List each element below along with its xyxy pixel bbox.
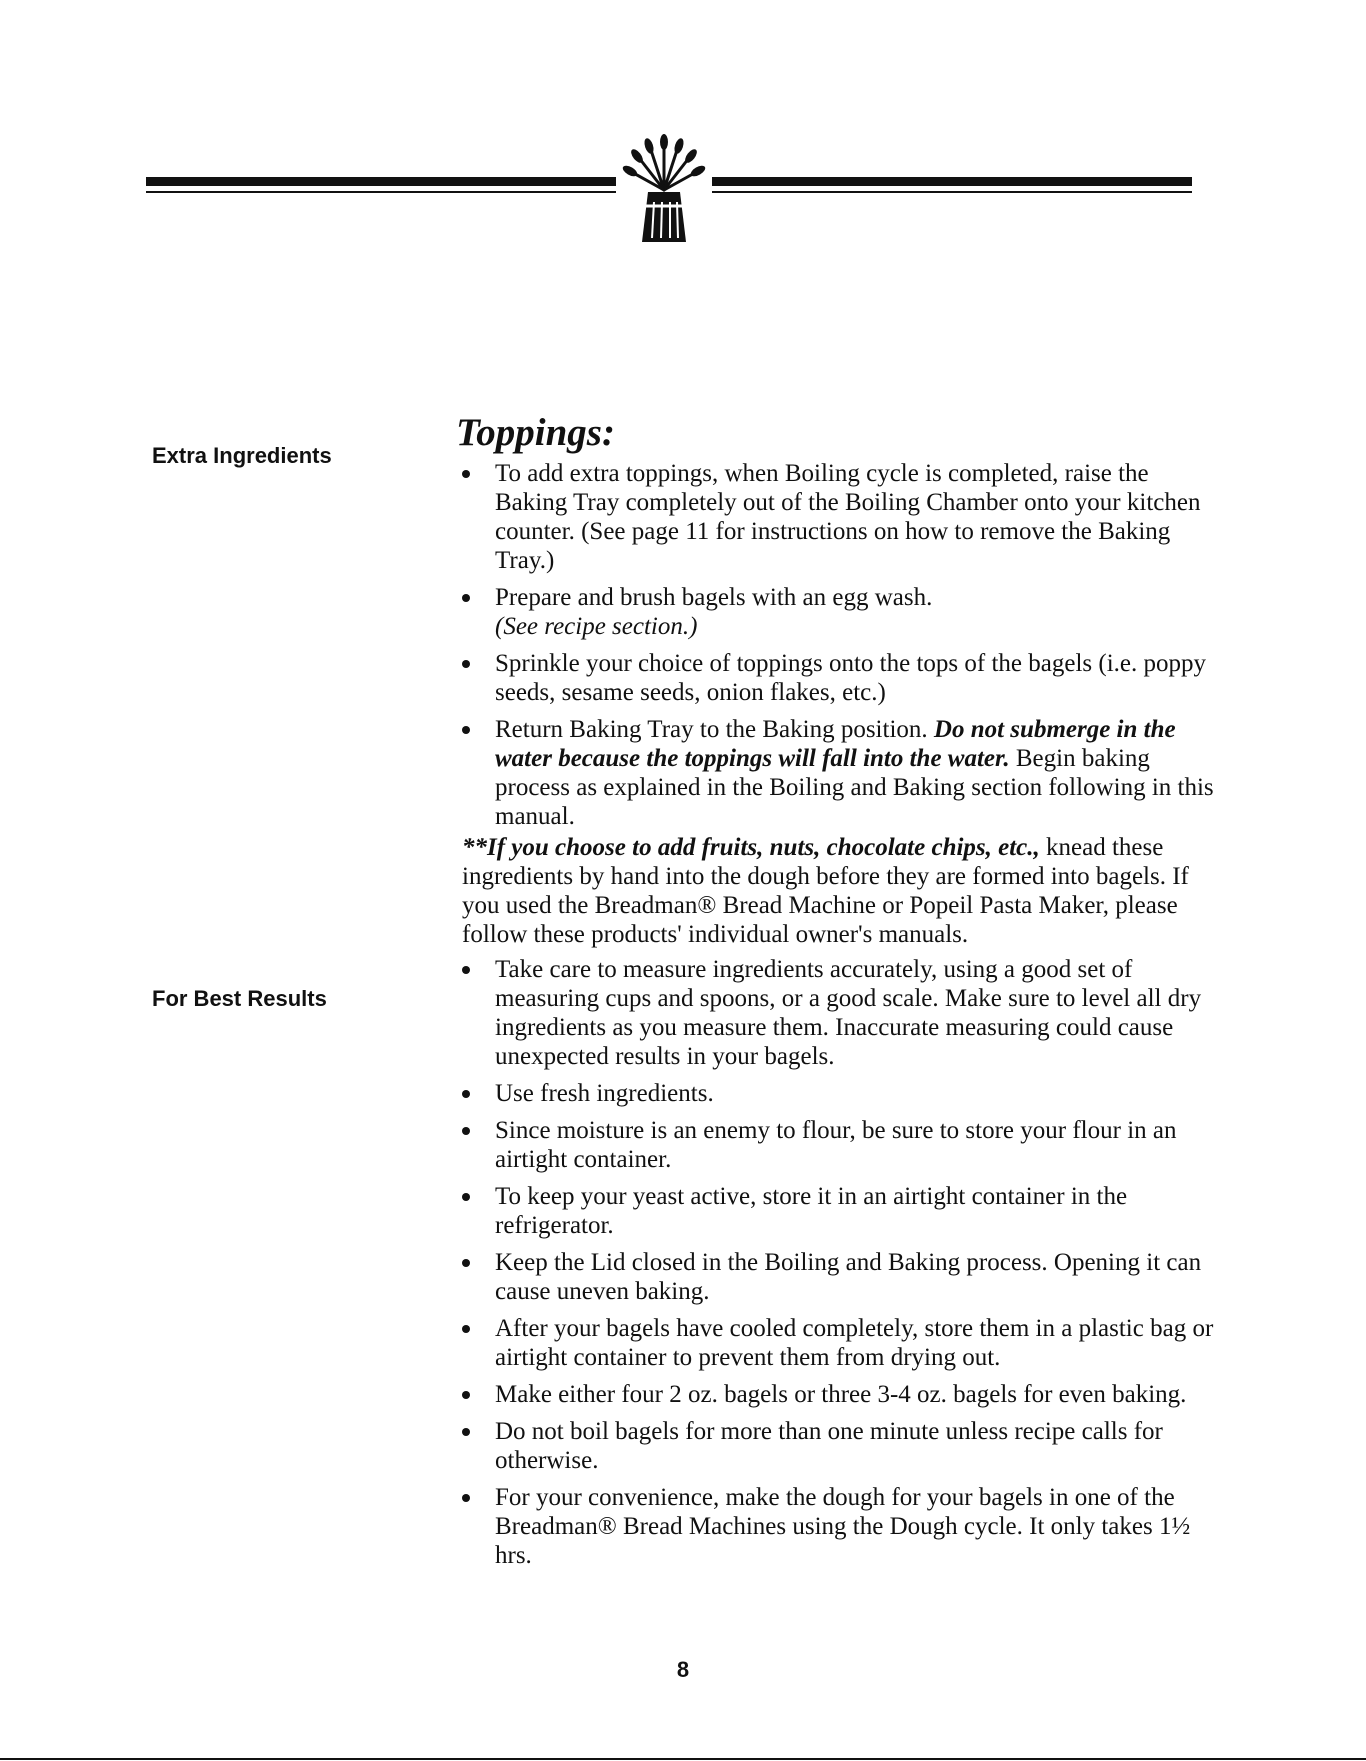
list-item [462,583,1222,641]
bullet-icon [462,660,470,668]
list-item-text: Prepare and brush bagels with an egg wash. [495,584,933,611]
list-item-text-after: Begin baking process as explained in the Boiling and Baking section following in this manual. [495,745,1214,830]
bullet-icon [462,1325,470,1333]
list-item [462,1483,1222,1570]
list-item [462,1314,1222,1372]
list-item-text: Make either four 2 oz. bagels or three 3-4 oz. bagels for even baking. [495,1381,1187,1408]
list-item-text: To add extra toppings, when Boiling cycle is completed, raise the Baking Tray completely out of the Boiling Chamber onto your kitchen counter. (See page 11 for instructions on how to remove the Baking Tray.) [495,460,1201,574]
page-number: 8 [676,1657,690,1682]
best-results-list [462,955,1222,1570]
bullet-icon [462,1259,470,1267]
toppings-heading: Toppings: [456,411,615,454]
list-item-text: Since moisture is an enemy to flour, be sure to store your flour in an airtight container. [495,1117,1177,1173]
toppings-list [462,459,1222,831]
bullet-icon [462,966,470,974]
list-item [462,1116,1222,1174]
bullet-icon [462,1494,470,1502]
fruits-note-text: knead these ingredients by hand into the dough before they are formed into bagels. If you used the Breadman® Bread Machine or Popeil Pasta Maker, please follow these products' individual owner's manuals. [462,834,1189,948]
bullet-icon [462,1127,470,1135]
bullet-icon [462,726,470,734]
list-item [462,1182,1222,1240]
list-item [462,649,1222,707]
list-item [462,1417,1222,1475]
list-item [462,1079,1222,1108]
best-results-section [462,833,1222,1578]
fruits-note-emphasis: **If you choose to add fruits, nuts, chocolate chips, etc., [462,834,1040,861]
list-item-text: Return Baking Tray to the Baking position. [495,716,928,743]
list-item-text: After your bagels have cooled completely, store them in a plastic bag or airtight container to prevent them from drying out. [495,1315,1214,1371]
list-item-text: For your convenience, make the dough for your bagels in one of the Breadman® Bread Machines using the Dough cycle. It only takes 1½ hrs. [495,1484,1191,1569]
bullet-icon [462,1193,470,1201]
toppings-section [462,459,1222,839]
header-rule-right-thick [712,177,1192,186]
list-item-warning: Do not submerge in the water because the toppings will fall into the water. [495,716,1176,772]
list-item-text: To keep your yeast active, store it in an airtight container in the refrigerator. [495,1183,1128,1239]
bullet-icon [462,594,470,602]
bullet-icon [462,1391,470,1399]
header-rule-left-thick [146,177,616,186]
list-item [462,1248,1222,1306]
bottom-edge-rule [0,1758,1366,1760]
list-item [462,459,1222,575]
fruits-note [462,833,1222,949]
bullet-icon [462,470,470,478]
header-rule-right-thin [712,191,1192,193]
header-rule-left-thin [146,191,616,193]
list-item-text: Do not boil bagels for more than one minute unless recipe calls for otherwise. [495,1418,1163,1474]
list-item [462,955,1222,1071]
list-item-note: (See recipe section.) [495,613,698,640]
list-item [462,1380,1222,1409]
list-item-text: Sprinkle your choice of toppings onto the tops of the bagels (i.e. poppy seeds, sesame seeds, onion flakes, etc.) [495,650,1206,706]
best-results-label: For Best Results [152,986,327,1011]
list-item-text: Keep the Lid closed in the Boiling and Baking process. Opening it can cause uneven baking. [495,1249,1202,1305]
bullet-icon [462,1428,470,1436]
extra-ingredients-label: Extra Ingredients [152,443,332,468]
wheat-sheaf-icon [614,130,714,248]
list-item-text: Use fresh ingredients. [495,1080,714,1107]
bullet-icon [462,1090,470,1098]
list-item [462,715,1222,831]
list-item-text: Take care to measure ingredients accurately, using a good set of measuring cups and spoons, or a good scale. Make sure to level all dry ingredients as you measure them. Inaccurate measuring could cause unexpected results in your bagels. [495,956,1202,1070]
